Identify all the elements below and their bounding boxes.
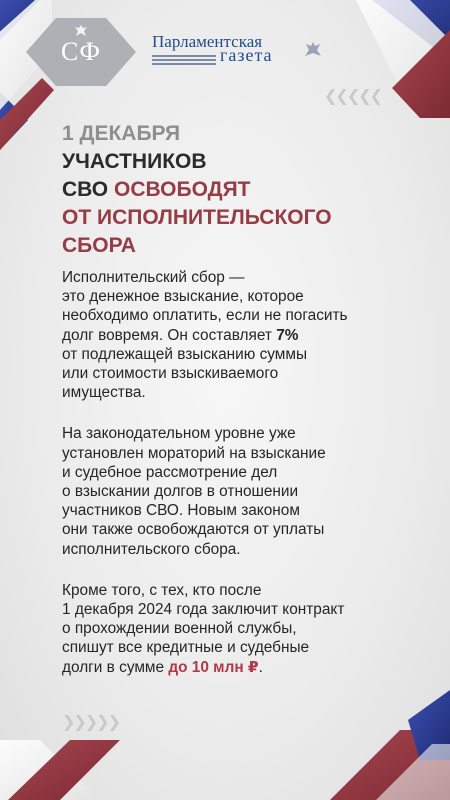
headline-date: 1 ДЕКАБРЯ — [62, 122, 181, 145]
p3-line: 1 декабря 2024 года заключит контракт — [62, 601, 345, 619]
coat-of-arms-icon — [302, 40, 324, 62]
p2-line: они также освобождаются от уплаты — [62, 521, 325, 539]
p3-period: . — [258, 658, 263, 676]
sf-logo — [26, 18, 136, 86]
headline-line4: ОТ ИСПОЛНИТЕЛЬСКОГО — [62, 206, 332, 229]
sf-logo-mark: СФ — [61, 37, 101, 66]
headline-line3 — [62, 176, 422, 204]
p2-line: установлен мораторий на взыскание — [62, 444, 326, 462]
p3-line: спишут все кредитные и судебные — [62, 639, 310, 657]
p2-line: На законодательном уровне уже — [62, 425, 296, 443]
paragraph-2 — [62, 424, 432, 558]
headline-line5: СБОРА — [62, 234, 136, 257]
p2-line: о взыскании долгов в отношении — [62, 483, 299, 501]
p2-line: исполнительского сбора. — [62, 540, 241, 558]
paragraph-1 — [62, 268, 432, 402]
paragraph-3 — [62, 581, 432, 677]
chevrons-bottom-left: ❯❯❯❯❯ — [62, 714, 120, 731]
p3-line: о прохождении военной службы, — [62, 620, 297, 638]
p1-line: имущества. — [62, 384, 146, 402]
newspaper-logo-tagline — [152, 54, 216, 68]
p2-line: и судебное рассмотрение дел — [62, 463, 278, 481]
headline-svo: СВО — [62, 178, 109, 201]
p3-line: Кроме того, с тех, кто после — [62, 581, 262, 599]
newspaper-logo — [152, 32, 332, 72]
headline-release: ОСВОБОДЯТ — [114, 178, 251, 201]
newspaper-logo-line2: газета — [220, 45, 273, 65]
headline-line2: УЧАСТНИКОВ — [62, 150, 207, 173]
p1-line: Исполнительский сбор — — [62, 269, 245, 286]
p1-line: или стоимости взыскиваемого — [62, 365, 279, 383]
headline — [62, 120, 422, 260]
p1-line: необходимо оплатить, если не погасить — [62, 307, 348, 325]
p3-line: долги в сумме — [62, 658, 169, 676]
chevrons-top-right: ❮❮❮❮❮ — [324, 88, 382, 105]
article-body — [62, 268, 432, 699]
fee-percent: 7% — [276, 326, 299, 344]
newspaper-logo-line1: Парламентская — [152, 32, 263, 51]
p1-line: это денежное взыскание, которое — [62, 288, 304, 306]
eagle-emblem-icon — [74, 24, 88, 38]
p2-line: участников СВО. Новым законом — [62, 502, 300, 520]
p1-line: от подлежащей взысканию суммы — [62, 345, 308, 363]
p1-line: долг вовремя. Он составляет — [62, 326, 277, 344]
debt-amount-highlight: до 10 млн ₽ — [168, 658, 259, 676]
